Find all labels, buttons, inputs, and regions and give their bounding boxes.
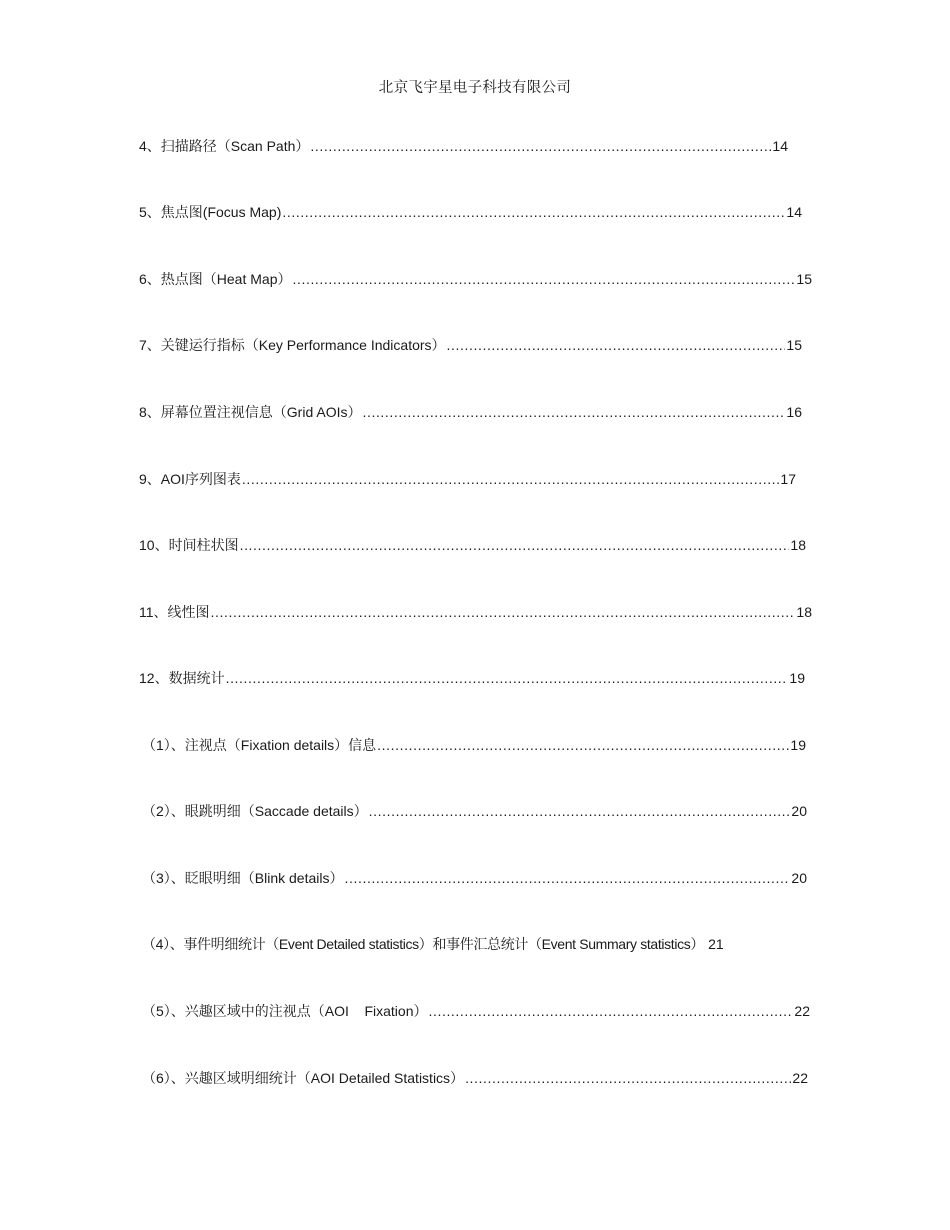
- toc-entry[interactable]: [139, 269, 812, 289]
- toc-entry-page: 18: [790, 537, 806, 553]
- toc-entry-title: 5、焦点图(Focus Map): [139, 204, 282, 220]
- toc-entry[interactable]: [142, 1001, 810, 1021]
- toc-entry-page: 21: [708, 936, 724, 952]
- toc-entry-page: 19: [790, 737, 806, 753]
- toc-entry-title: 6、热点图（Heat Map）: [139, 271, 292, 287]
- toc-dot-leader: [428, 1001, 793, 1021]
- toc-entry[interactable]: [142, 1068, 808, 1088]
- toc-entry[interactable]: [142, 801, 807, 821]
- toc-entry-page: 20: [791, 870, 807, 886]
- toc-entry-title: （3）、眨眼明细（Blink details）: [142, 870, 344, 886]
- toc-dot-leader: [226, 668, 789, 688]
- toc-entry-title: 10、时间柱状图: [139, 537, 239, 553]
- toc-entry-title: 7、关键运行指标（Key Performance Indicators）: [139, 337, 446, 353]
- toc-entry[interactable]: [139, 469, 796, 489]
- toc-entry-page: 19: [789, 670, 805, 686]
- toc-dot-leader: [282, 202, 785, 222]
- toc-entry-page: 20: [791, 803, 807, 819]
- toc-entry-page: 17: [780, 471, 796, 487]
- toc-dot-leader: [465, 1068, 791, 1088]
- toc-entry[interactable]: [139, 136, 788, 156]
- toc-dot-leader: [369, 801, 791, 821]
- toc-dot-leader: [345, 868, 791, 888]
- toc-entry[interactable]: [142, 934, 814, 954]
- toc-entry-title: 8、屏幕位置注视信息（Grid AOIs）: [139, 404, 362, 420]
- toc-entry-title: （2）、眼跳明细（Saccade details）: [142, 803, 368, 819]
- toc-entry-title: 11、线性图: [139, 604, 210, 620]
- toc-dot-leader: [447, 335, 786, 355]
- toc-entry[interactable]: [142, 868, 807, 888]
- toc-entry-title: 9、AOI序列图表: [139, 471, 241, 487]
- toc-dot-leader: [211, 602, 796, 622]
- toc-entry[interactable]: [139, 402, 802, 422]
- toc-entry-title: （5）、兴趣区域中的注视点（AOI Fixation）: [142, 1003, 428, 1019]
- toc-entry-title: 12、数据统计: [139, 670, 225, 686]
- toc-entry-page: 16: [786, 404, 802, 420]
- toc-entry[interactable]: [142, 735, 806, 755]
- toc-entry-title: 4、扫描路径（Scan Path）: [139, 138, 310, 154]
- toc-dot-leader: [242, 469, 780, 489]
- toc-dot-leader: [240, 535, 790, 555]
- toc-entry-title: （4）、事件明细统计（Event Detailed statistics）和事件汇总统计（Event Summary statistics）: [142, 936, 705, 952]
- toc-entry-page: 14: [786, 204, 802, 220]
- toc-entry-title: （1）、注视点（Fixation details）信息: [142, 737, 377, 753]
- toc-dot-leader: [310, 136, 771, 156]
- toc-dot-leader: [362, 402, 785, 422]
- toc-dot-leader: [377, 735, 789, 755]
- toc-entry-page: 14: [772, 138, 788, 154]
- toc-entry[interactable]: [139, 668, 805, 688]
- toc-entry-page: 18: [796, 604, 812, 620]
- toc-entry-title: （6）、兴趣区域明细统计（AOI Detailed Statistics）: [142, 1070, 465, 1086]
- toc-entry[interactable]: [139, 202, 802, 222]
- toc-entry[interactable]: [139, 602, 812, 622]
- toc-dot-leader: [292, 269, 795, 289]
- toc-entry-page: 15: [796, 271, 812, 287]
- page-header-company: 北京飞宇星电子科技有限公司: [378, 80, 572, 96]
- toc-entry[interactable]: [139, 335, 802, 355]
- toc-entry-page: 22: [792, 1070, 808, 1086]
- toc-entry-page: 22: [794, 1003, 810, 1019]
- toc-entry-page: 15: [786, 337, 802, 353]
- toc-entry[interactable]: [139, 535, 806, 555]
